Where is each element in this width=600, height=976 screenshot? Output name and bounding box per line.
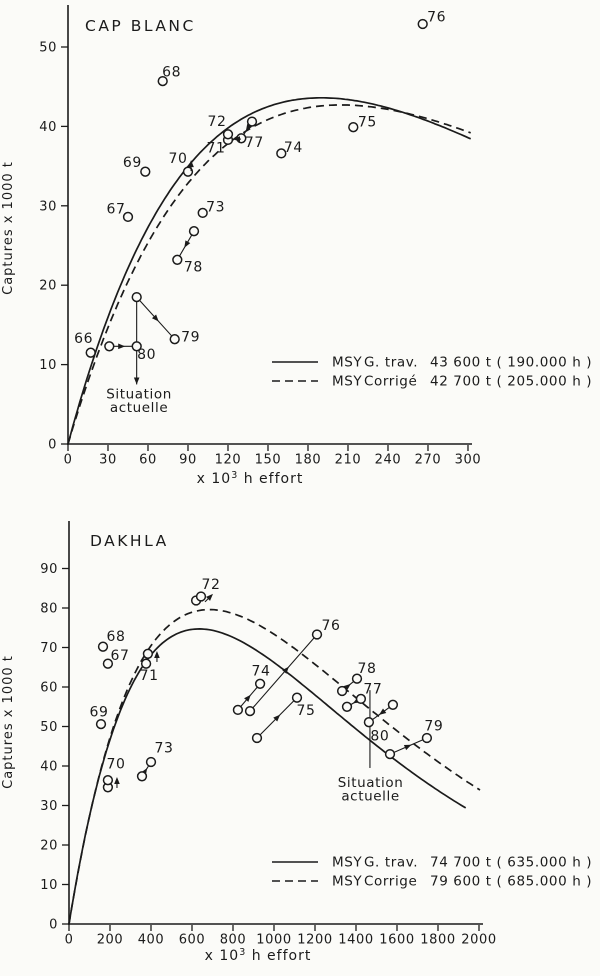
- data-point-73b: [147, 758, 156, 767]
- y-tick-label: 70: [40, 641, 58, 656]
- year-label-78: 78: [357, 661, 377, 678]
- y-tick-label: 0: [48, 437, 57, 453]
- y-tick-label: 20: [39, 278, 57, 294]
- y-tick-label: 50: [40, 720, 58, 735]
- x-tick-label: 400: [137, 932, 165, 948]
- year-label-77: 77: [244, 134, 264, 151]
- data-point-78a: [338, 687, 347, 696]
- year-label-78: 78: [183, 259, 203, 276]
- year-label-73: 73: [154, 740, 174, 757]
- year-label-68: 68: [162, 64, 182, 81]
- year-label-69: 69: [89, 704, 109, 721]
- year-label-77: 77: [363, 681, 383, 698]
- year-label-80: 80: [137, 346, 157, 363]
- legend-label: MSY: [332, 873, 363, 890]
- data-point-76: [313, 630, 322, 639]
- x-tick-label: 180: [294, 452, 322, 468]
- legend-label: MSY: [332, 854, 363, 871]
- data-point-74b: [256, 679, 265, 688]
- year-label-71: 71: [139, 668, 159, 685]
- year-label-72: 72: [201, 577, 221, 594]
- data-point-75: [349, 123, 358, 132]
- data-point-69: [141, 167, 150, 176]
- legend: [272, 355, 592, 390]
- legend-sublabel: G. trav.: [364, 854, 419, 871]
- data-point-70b: [104, 776, 113, 785]
- legend-sublabel: G. trav.: [364, 354, 419, 371]
- data-point-75b: [293, 693, 302, 702]
- x-axis-title: x $10^3$ h effort: [196, 470, 304, 487]
- y-tick-label: 0: [49, 917, 58, 933]
- x-tick-label: 30: [99, 452, 117, 468]
- legend-label: MSY: [332, 354, 363, 371]
- year-label-72: 72: [207, 113, 227, 130]
- year-label-76: 76: [321, 617, 341, 634]
- data-point-72b: [197, 592, 206, 601]
- y-tick-label: 10: [39, 358, 57, 374]
- data-point-74c: [246, 707, 255, 716]
- legend-sublabel: Corrigé: [364, 373, 418, 390]
- legend-value: 43 600 t ( 190.000 h ): [430, 354, 593, 371]
- mini-arrowhead: [114, 777, 120, 784]
- year-label-67: 67: [106, 201, 126, 218]
- data-point-71a: [142, 659, 151, 668]
- correction-arrowhead: [404, 745, 412, 750]
- data-point-71b: [144, 649, 153, 658]
- data-point-80b: [365, 718, 374, 727]
- correction-arrowhead: [379, 708, 386, 714]
- legend-sublabel: Corrige: [364, 873, 418, 890]
- data-point-79a: [386, 750, 395, 759]
- x-tick-label: 1000: [256, 932, 292, 948]
- x-tick-label: 1600: [379, 932, 415, 948]
- year-label-75: 75: [296, 703, 316, 720]
- data-point-76: [418, 20, 427, 29]
- year-label-73: 73: [206, 199, 226, 216]
- y-tick-label: 80: [40, 601, 58, 617]
- data-point-79b: [423, 734, 432, 743]
- legend-value: 79 600 t ( 685.000 h ): [430, 873, 593, 890]
- data-point-78x: [190, 227, 199, 236]
- data-point-72: [224, 130, 233, 139]
- year-label-71: 71: [206, 140, 226, 157]
- x-tick-label: 150: [254, 452, 282, 468]
- year-label-75: 75: [357, 114, 377, 131]
- mini-arrowhead: [154, 651, 160, 658]
- data-point-73a: [138, 772, 147, 781]
- data-point-78: [173, 255, 182, 264]
- year-label-69: 69: [122, 155, 142, 172]
- x-tick-label: 600: [178, 932, 206, 948]
- y-tick-label: 30: [40, 799, 58, 814]
- y-tick-label: 20: [40, 838, 58, 854]
- annotation-arrowhead: [134, 377, 140, 384]
- y-tick-label: 30: [39, 199, 57, 215]
- x-tick-label: 200: [96, 932, 124, 948]
- y-tick-label: 40: [40, 759, 58, 775]
- situation-actuelle-note: Situation: [337, 774, 404, 791]
- data-point-80x: [105, 342, 114, 351]
- situation-actuelle-note: Situation: [106, 386, 172, 403]
- legend-value: 74 700 t ( 635.000 h ): [430, 854, 593, 871]
- data-point-80t: [132, 293, 141, 302]
- y-axis-title: Captures x 1000 t: [1, 655, 16, 789]
- year-label-74: 74: [283, 139, 303, 156]
- y-tick-label: 60: [40, 680, 58, 696]
- data-point-69: [97, 720, 106, 729]
- x-tick-label: 1200: [297, 932, 333, 948]
- situation-actuelle-note: actuelle: [341, 788, 400, 805]
- x-tick-label: 270: [414, 452, 442, 468]
- data-point-66: [86, 348, 95, 357]
- data-point-75a: [253, 734, 262, 743]
- x-tick-label: 0: [64, 932, 74, 948]
- year-label-66: 66: [74, 331, 94, 348]
- y-tick-label: 10: [40, 878, 58, 893]
- year-label-79: 79: [424, 718, 444, 735]
- x-tick-label: 2000: [461, 932, 497, 948]
- x-tick-label: 90: [179, 452, 197, 468]
- chart-cap-blanc: [1, 5, 592, 487]
- year-label-70: 70: [106, 756, 126, 773]
- x-tick-label: 240: [374, 452, 402, 468]
- year-label-80: 80: [370, 728, 390, 745]
- chart-dakhla: [1, 521, 592, 964]
- year-label-76: 76: [427, 9, 447, 26]
- x-tick-label: 1400: [338, 932, 374, 948]
- year-label-79: 79: [181, 329, 201, 346]
- x-tick-label: 1800: [420, 932, 456, 948]
- year-label-74: 74: [251, 663, 271, 680]
- year-label-67: 67: [110, 648, 130, 665]
- x-tick-label: 300: [454, 452, 482, 468]
- year-label-70: 70: [168, 151, 188, 168]
- chart-title: DAKHLA: [90, 532, 169, 550]
- correction-arrowhead: [184, 240, 190, 247]
- correction-arrowhead: [118, 344, 125, 350]
- legend: [272, 855, 592, 890]
- data-point-80a: [389, 700, 398, 709]
- y-tick-label: 50: [39, 40, 57, 56]
- situation-actuelle-note: actuelle: [109, 400, 169, 417]
- data-point-79: [170, 335, 179, 344]
- y-axis-title: Captures x 1000 t: [1, 161, 16, 295]
- x-tick-label: 120: [214, 452, 242, 468]
- data-point-77b: [343, 702, 352, 711]
- x-axis-title: x $10^3$ h effort: [204, 947, 312, 964]
- data-point-77x: [248, 117, 257, 126]
- year-label-68: 68: [106, 629, 126, 646]
- x-tick-label: 0: [63, 452, 73, 468]
- data-point-74a: [234, 706, 243, 715]
- x-tick-label: 800: [219, 932, 247, 948]
- y-tick-label: 40: [39, 119, 57, 135]
- legend-value: 42 700 t ( 205.000 h ): [430, 373, 593, 390]
- legend-label: MSY: [332, 373, 363, 390]
- msy-corrige-curve: [69, 610, 480, 924]
- x-tick-label: 210: [334, 452, 362, 468]
- x-tick-label: 60: [139, 452, 157, 468]
- chart-title: CAP BLANC: [85, 17, 196, 35]
- y-tick-label: 90: [40, 562, 58, 577]
